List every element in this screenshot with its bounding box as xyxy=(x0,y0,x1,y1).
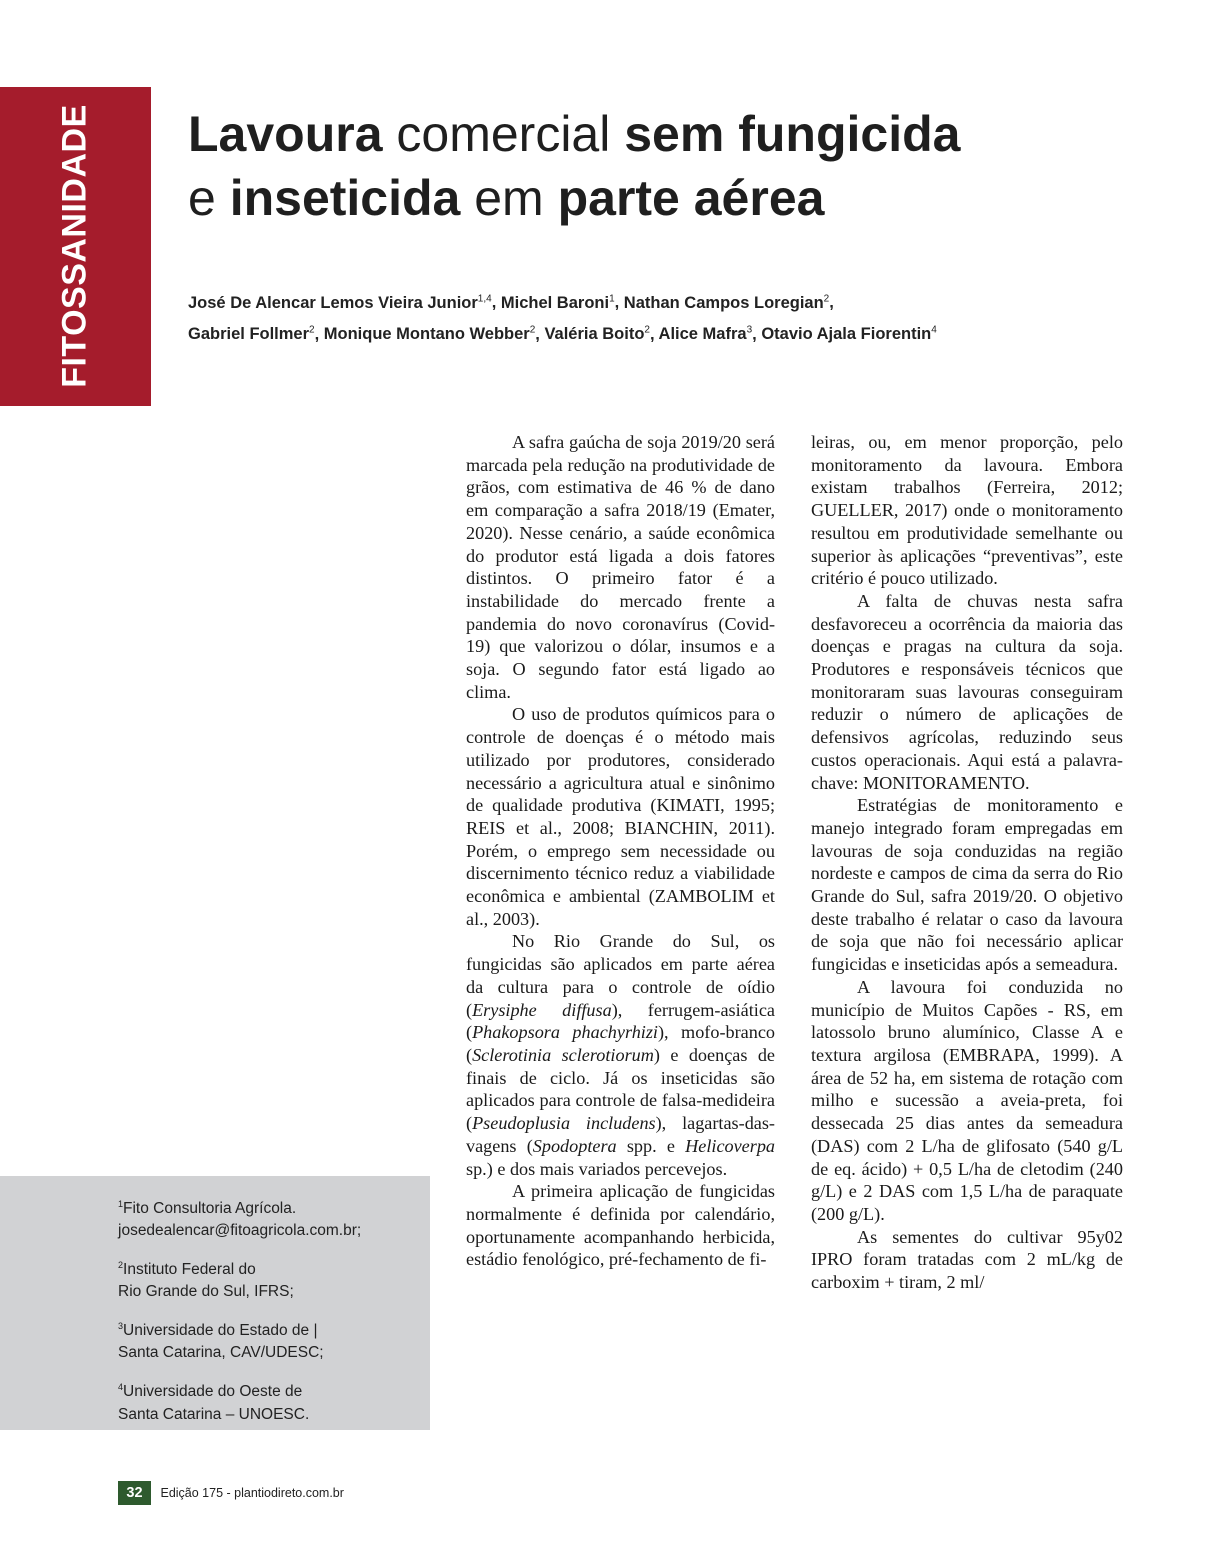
author-affiliation-ref: 1 xyxy=(609,293,615,304)
affiliation-item xyxy=(118,1376,361,1425)
body-paragraph: O uso de produtos químicos para o controle de doenças é o método mais utilizado por produtores, considerado necessário a agricultura atual e sinônimo de qualidade produtiva (KIMATI, 1995; REIS et al., 2008; BIANCHIN, 2011). Porém, o emprego sem necessidade ou discernimento técnico reduz a viabilidade econômica e ambiental (ZAMBOLIM et al., 2003). xyxy=(466,704,775,929)
title-line-2 xyxy=(188,166,960,230)
section-label: FITOSSANIDADE xyxy=(55,104,94,388)
body-paragraph: Estratégias de monitoramento e manejo integrado foram empregadas em lavouras de soja conduzidas na região nordeste e campos de cima da serra do Rio Grande do Sul, safra 2019/20. O objetivo deste trabalho é relatar o caso da lavoura de soja que não foi necessário aplicar fungicidas e inseticidas após a semeadura. xyxy=(811,795,1123,975)
author-list xyxy=(188,285,1088,348)
author xyxy=(324,325,536,343)
body-column-2 xyxy=(811,431,1123,1294)
author-name: José De Alencar Lemos Vieira Junior xyxy=(188,293,478,312)
affiliation-line: Santa Catarina – UNOESC. xyxy=(118,1405,310,1423)
author-name: Michel Baroni xyxy=(500,293,610,312)
affiliation-line: Instituto Federal do xyxy=(123,1261,256,1279)
affiliation-line: Rio Grande do Sul, IFRS; xyxy=(118,1283,294,1301)
affiliation-item xyxy=(118,1315,361,1364)
page-number: 32 xyxy=(118,1481,151,1505)
author xyxy=(624,294,829,312)
author-name: Monique Montano Webber xyxy=(323,325,530,343)
author-affiliation-ref: 4 xyxy=(931,324,937,336)
author-affiliation-ref: 3 xyxy=(746,324,753,336)
affiliation-item xyxy=(118,1193,361,1242)
body-column-1 xyxy=(466,431,775,1271)
author-name: Gabriel Follmer xyxy=(188,325,310,343)
affiliation-line: josedealencar@fitoagricola.com.br; xyxy=(118,1222,362,1240)
author-line-1: José De Alencar Lemos Vieira Junior$^{1,4}$, Michel Baroni$^1$, Nathan Campos Loregian$^2$, xyxy=(188,293,834,312)
author xyxy=(761,325,936,343)
affiliation-number: 3 xyxy=(118,1321,124,1332)
title-segment: em xyxy=(460,170,558,226)
affiliation-number: 4 xyxy=(118,1382,124,1393)
article-title xyxy=(188,102,960,230)
author-line-2: Gabriel Follmer$^2$, Monique Montano Webber$^2$, Valéria Boito$^2$, Alice Mafra$^3$, Otavio Ajala Fiorentin$^4$ xyxy=(188,324,937,343)
title-segment: parte aérea xyxy=(557,170,825,226)
body-paragraph: A safra gaúcha de soja 2019/20 será marcada pela redução na produtividade de grãos, com estimativa de 46 % de dano em comparação a safra 2018/19 (Emater, 2020). Nesse cenário, a saúde econômica do produtor está ligada a dois fatores distintos. O primeiro fator é a instabilidade do mercado frente a pandemia do novo coronavírus (Covid-19) que valorizou o dólar, insumos e a soja. O segundo fator está ligado ao clima. xyxy=(466,432,775,702)
author-name: Nathan Campos Loregian xyxy=(623,293,824,312)
affiliation-line: Fito Consultoria Agrícola. xyxy=(123,1200,297,1218)
title-segment: e xyxy=(188,170,230,226)
affiliation-line: Universidade do Oeste de xyxy=(123,1383,303,1401)
body-paragraph: A primeira aplicação de fungicidas normalmente é definida por calendário, oportunamente acompanhando herbicida, estádio fenológico, pré-fechamento de fi- xyxy=(466,1181,775,1270)
body-paragraph: No Rio Grande do Sul, os fungicidas são aplicados em parte aérea da cultura para o controle de oídio (Erysiphe diffusa), ferrugem-asiática (Phakopsora phachyrhizi), mofo-branco (Sclerotinia sclerotiorum) e doenças de finais de ciclo. Já os inseticidas são aplicados para controle de falsa-medideira (Pseudoplusia includens), lagartas-das-vagens (Spodoptera spp. e Helicoverpa sp.) e dos mais variados percevejos. xyxy=(466,931,776,1179)
author-name: Alice Mafra xyxy=(658,325,747,343)
author xyxy=(188,294,492,312)
author-affiliation-ref: 2 xyxy=(644,324,650,336)
affiliation-number: 1 xyxy=(118,1199,124,1209)
body-paragraph: A lavoura foi conduzida no município de Muitos Capões - RS, em latossolo bruno alumínico, Classe A e textura argilosa (EMBRAPA, 1999). A área de 52 ha, em sistema de rotação com milho e sucessão a aveia-preta, foi dessecada 25 dias antes da semeadura (DAS) com 2 L/ha de glifosato (540 g/L de eq. ácido) + 0,5 L/ha de cletodim (240 g/L) e 2 DAS com 1,5 L/ha de paraquate (200 g/L). xyxy=(811,976,1123,1224)
title-line-1 xyxy=(188,102,960,166)
affiliation-number: 2 xyxy=(118,1260,124,1271)
affiliations-list xyxy=(118,1193,361,1438)
author-name: Valéria Boito xyxy=(544,325,645,343)
affiliation-line: Santa Catarina, CAV/UDESC; xyxy=(118,1344,324,1362)
page-footer xyxy=(118,1481,344,1505)
footer-edition-text: Edição 175 - plantiodireto.com.br xyxy=(160,1486,344,1500)
author-affiliation-ref: 2 xyxy=(309,324,315,336)
body-paragraph: leiras, ou, em menor proporção, pelo monitoramento da lavoura. Embora existam trabalhos (Ferreira, 2012; GUELLER, 2017) onde o monitoramento resultou em produtividade semelhante ou superior às aplicações “preventivas”, este critério é pouco utilizado. xyxy=(811,432,1123,589)
affiliation-item xyxy=(118,1254,361,1303)
author-name: Otavio Ajala Fiorentin xyxy=(761,325,932,343)
author-affiliation-ref: 2 xyxy=(529,324,536,336)
title-segment: sem fungicida xyxy=(624,106,961,162)
affiliation-line: Universidade do Estado de | xyxy=(123,1322,318,1340)
author xyxy=(501,294,615,312)
author-affiliation-ref: 2 xyxy=(823,293,830,304)
title-segment: inseticida xyxy=(229,170,461,226)
author xyxy=(188,325,315,343)
title-segment: Lavoura xyxy=(188,106,383,162)
title-segment: comercial xyxy=(382,106,625,162)
author xyxy=(659,325,753,343)
body-paragraph: A falta de chuvas nesta safra desfavoreceu a ocorrência da maioria das doenças e pragas na cultura da soja. Produtores e responsáveis técnicos que monitoraram suas lavouras conseguiram reduzir o número de aplicações de defensivos agrícolas, reduzindo seus custos operacionais. Aqui está a palavra-chave: MONITORAMENTO. xyxy=(811,590,1123,793)
author-affiliation-ref: 1,4 xyxy=(477,293,492,304)
author xyxy=(544,325,650,343)
body-paragraph: As sementes do cultivar 95y02 IPRO foram tratadas com 2 mL/kg de carboxim + tiram, 2 ml/ xyxy=(811,1226,1123,1293)
section-tab xyxy=(0,87,151,406)
